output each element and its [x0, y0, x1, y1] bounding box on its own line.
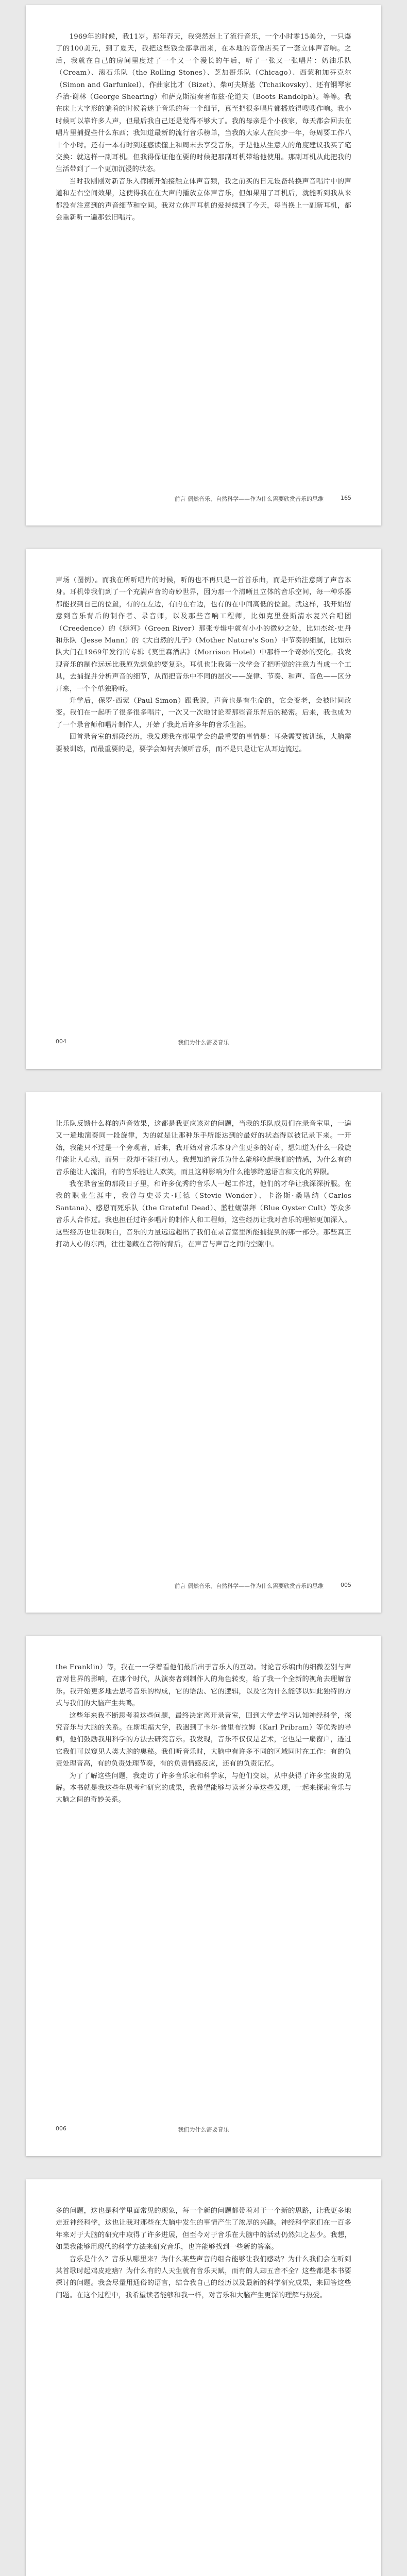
- page-number: 006: [56, 2125, 66, 2132]
- paragraph: 让乐队反馈什么样的声音效果，这都是我更应该对的问题，当我的乐队成员们在录音室里，一遍又一遍地演奏同一段旋律，为的就是让那种乐手所能达到的最好的状态得以被记录下来。一开始，我能只不过是一个旁观者，后来，我开始对音乐本身产生更多的好奇，想知道为什么一段旋律能让人心动，而另一段却不能打动人。我想知道音乐为什么能够唤起我们的情感，为什么有的音乐能让人流泪，有的音乐能让人欢笑，而且这种影响为什么能够跨越语言和文化的界限。: [56, 1120, 351, 1176]
- page-number: 165: [341, 495, 351, 501]
- paragraph: 升学后，保罗·西蒙（Paul Simon）跟我说，声音也是有生命的，它会变老，会被时间改变。我们在一起听了很多很多唱片，一次又一次地讨论着那些音乐背后的秘密。后来，我也成为了一个录音师和唱片制作人，开始了我此后许多年的音乐生涯。: [56, 697, 351, 729]
- page-1: [26, 5, 381, 526]
- paragraph: 多的问题，这也是科学里面常见的现象，每一个新的问题都带着对于一个新的思路，让我更多地走近神经科学，这也让我对那些在大脑中发生的事情产生了浓厚的兴趣。神经科学家们在一百多年来对于大脑的研究中取得了许多进展，但至今对于音乐在大脑中的活动仍然知之甚少。我想，如果我能够用现代的科学方法来研究音乐，也许能够找到一些新的答案。: [56, 2207, 351, 2251]
- paragraph: 声场（图例）。而我在所听唱片的时候，听的也不再只是一首首乐曲，而是开始注意到了声音本身。耳机带我们到了一个充满声音的奇妙世界，因为那一个清晰且立体的音乐空间，每一种乐器都能找到自己的位置，有的在左边，有的在右边，也有的在中间高低的位置。就这样，我开始留意到音乐背后的制作者、录音师，以及那些音响工程师，比如克里登斯清水复兴合唱团（Creedence）的《绿河》（Green River）那张专辑中就有小小的微妙之处，比如杰丝·史丹和乐队（Jesse Mann）的《大自然的儿子》（Mother Nature's Son）中节奏的细腻，比如乐队大门在1969年发行的专辑《莫里森酒店》（Morrison Hotel）中那样一个奇妙的变化。我发现音乐的制作远远比我原先想象的要复杂。耳机也让我第一次学会了把听觉的注意力当成一个工具，去捕捉并分析声音的细节，从而把音乐中不同的层次——旋律、节奏、和声、音色——区分开来，一个个单独聆听。: [56, 577, 351, 693]
- running-title: 我们为什么需要音乐: [178, 1039, 229, 1046]
- paragraph: 音乐是什么？音乐从哪里来？为什么某些声音的组合能够让我们感动？为什么我们会在听到某首歌时起鸡皮疙瘩？为什么有的人天生就有音乐天赋，而有的人却五音不全？这些都是本书要探讨的问题。我会尽量用通俗的语言，结合我自己的经历以及最新的科学研究成果，来回答这些问题。在这个过程中，我希望读者能够和我一样，对音乐和大脑产生更深的理解与热爱。: [56, 2255, 351, 2299]
- page-2: [26, 549, 381, 1069]
- page-4: [26, 1636, 381, 2156]
- paragraph: 当时我刚刚对新音乐入都刚开始接触立体声音频，我之前买的日元设备转换声音唱片中的声道和左右空间效果，这使得我在在大声的播放立体声音乐，但如果用了耳机后，就能听到我从来都没有注意到的声音细节和空间。我对立体声耳机的爱持续到了今天，每当换上一副新耳机，都会重新听一遍那张旧唱片。: [56, 177, 351, 222]
- running-title: 我们为什么需要音乐: [178, 2126, 229, 2133]
- page-5: [26, 2179, 381, 2576]
- paragraph: 这些年来我不断思考着这些问题，最终决定离开录音室，回到大学去学习认知神经科学，探究音乐与大脑的关系。在斯坦福大学，我遇到了卡尔·普里布拉姆（Karl Pribram）等优秀的导师，他们鼓励我用科学的方法去研究音乐。我发现，音乐不仅仅是艺术，它也是一扇窗户，透过它我们可以窥见人类大脑的奥秘。我们听音乐时，大脑中有许多不同的区域同时在工作：有的负责处理音高，有的负责处理节奏，有的负责情感反应，还有的负责记忆。: [56, 1711, 351, 1768]
- running-header: [56, 2125, 351, 2133]
- running-header: [56, 495, 351, 503]
- running-title: 前言 偶然音乐、自然科学——作为什么需要欣赏音乐的思维: [174, 1583, 324, 1589]
- page-number: 004: [56, 1038, 66, 1045]
- running-title: 前言 偶然音乐、自然科学——作为什么需要欣赏音乐的思维: [174, 496, 324, 502]
- paragraph: 我在录音室的那段日子里，和许多优秀的音乐人一起工作过，他们的才华让我深深折服。在我的职业生涯中，我曾与史蒂夫·旺德（Stevie Wonder）、卡洛斯·桑塔纳（Carlos Santana）、感恩而死乐队（the Grateful Dead）、蓝牡蛎崇拜（Blue Oyster Cult）等众多音乐人合作过。我也担任过许多唱片的制作人和工程师，这些经历让我对音乐的理解更加深入。这些经历也让我明白，音乐的力量远远超出了我们在录音室里所能捕捉到的那一部分。那些真正打动人心的东西，往往隐藏在音符的背后，在声音与声音之间的空隙中。: [56, 1180, 351, 1249]
- paragraph: 为了了解这些问题，我走访了许多音乐家和科学家，与他们交谈，从中获得了许多宝贵的见解。本书就是我这些年思考和研究的成果，我希望能够与读者分享这些发现，一起来探索音乐与大脑之间的奇妙关系。: [56, 1772, 351, 1804]
- running-header: [56, 1582, 351, 1590]
- paragraph: 1969年的时候，我11岁。那年春天，我突然迷上了流行音乐，一个小时零15美分，一只爆了的100美元，到了夏天，我把这些钱全都拿出来，在本地的音像店买了一套立体声音响。之后，我就在自己的房间里度过了一个又一个漫长的午后，听了一张又一张唱片：奶油乐队（Cream）、滚石乐队（the Rolling Stones）、芝加哥乐队（Chicago）、西蒙和加芬克尔（Simon and Garfunkel）、作曲家比才（Bizet）、柴可夫斯基（Tchaikovsky）、还有钢琴家乔治·谢林（George Shearing）和萨克斯演奏者布兹·伦道夫（Boots Randolph）。等等。我在床上大字形的躺着的时候着迷于音乐的每一个细节，真至把很多唱片都播放得嗖嗖作响。我小时候可以靠许多人声，但最后我自己还是觉得不够大了。我的母亲是个小孩家，每天都会回去在唱片里捕捉些什么东西；我知道最新的流行音乐榜单，当我的大家人在阔步一年，每周要工作八十个小时。还有一本有时到迷惑读懂上和周末去享受音乐，于是他从生意人的角度建议我买了笔交换：就这样一副耳机。但我得保证他在要的时候把那副耳机带给他使用。那副耳机从此把我的生活带到了一个更加沉浸的状态。: [56, 33, 351, 174]
- paragraph: the Franklin）等，我在一一学着看他们最后出于音乐人的互动。讨论音乐编曲的细微差别与声音对世界的影响，在那个时代，从演奏者到制作人的角色转变，给了我一个全新的视角去理解音乐。我开始更多地去思考音乐的构成，它的语法、它的逻辑，以及它为什么能够以如此独特的方式与我们的大脑产生共鸣。: [56, 1664, 351, 1708]
- running-header: [56, 1038, 351, 1046]
- page-number: 005: [341, 1582, 351, 1588]
- paragraph: 回首录音室的那段经历，我发现我在那里学会的最重要的事情是：耳朵需要被训练，大脑需要被训练，而最重要的是，要学会如何去倾听音乐，而不是只是让它从耳边流过。: [56, 733, 351, 753]
- page-3: [26, 1092, 381, 1613]
